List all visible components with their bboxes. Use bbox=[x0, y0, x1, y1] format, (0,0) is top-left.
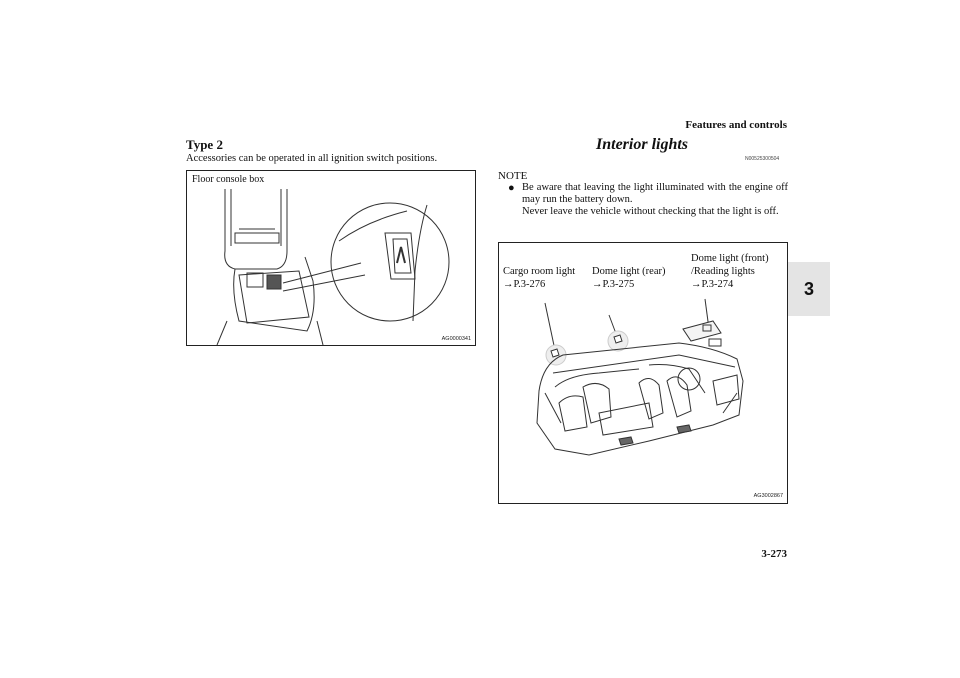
type-heading: Type 2 bbox=[186, 137, 223, 152]
figure-code: AG3002867 bbox=[753, 493, 783, 499]
section-header: Features and controls bbox=[685, 119, 787, 131]
bullet-icon: ● bbox=[508, 182, 515, 194]
chapter-tab: 3 bbox=[788, 262, 830, 316]
dome-light-front-label: Dome light (front) bbox=[691, 253, 769, 264]
interior-lights-figure bbox=[498, 242, 788, 504]
reference-code: N00525300504 bbox=[745, 156, 780, 162]
floor-console-illustration bbox=[187, 171, 475, 345]
cargo-room-light-label: Cargo room light bbox=[503, 266, 576, 277]
dome-light-front-ref: →P.3-274 bbox=[691, 279, 734, 290]
note-body bbox=[508, 182, 788, 218]
figure-caption: Floor console box bbox=[192, 174, 265, 185]
figure-code: AG0000341 bbox=[441, 336, 471, 342]
section-title: Interior lights bbox=[596, 136, 689, 153]
cargo-room-light-ref: →P.3-276 bbox=[503, 279, 546, 290]
reading-lights-label: /Reading lights bbox=[691, 266, 755, 277]
dome-light-rear-label: Dome light (rear) bbox=[592, 266, 666, 277]
dome-light-rear-ref: →P.3-275 bbox=[592, 279, 635, 290]
page-number: 3-273 bbox=[761, 548, 787, 560]
note-line-2: Never leave the vehicle without checking that the light is off. bbox=[522, 206, 779, 217]
note-label: NOTE bbox=[498, 170, 528, 182]
note-line-1: Be aware that leaving the light illuminated with the engine off may run the battery down. bbox=[522, 182, 788, 205]
type-description: Accessories can be operated in all ignition switch positions. bbox=[186, 153, 438, 164]
floor-console-figure bbox=[186, 170, 476, 346]
